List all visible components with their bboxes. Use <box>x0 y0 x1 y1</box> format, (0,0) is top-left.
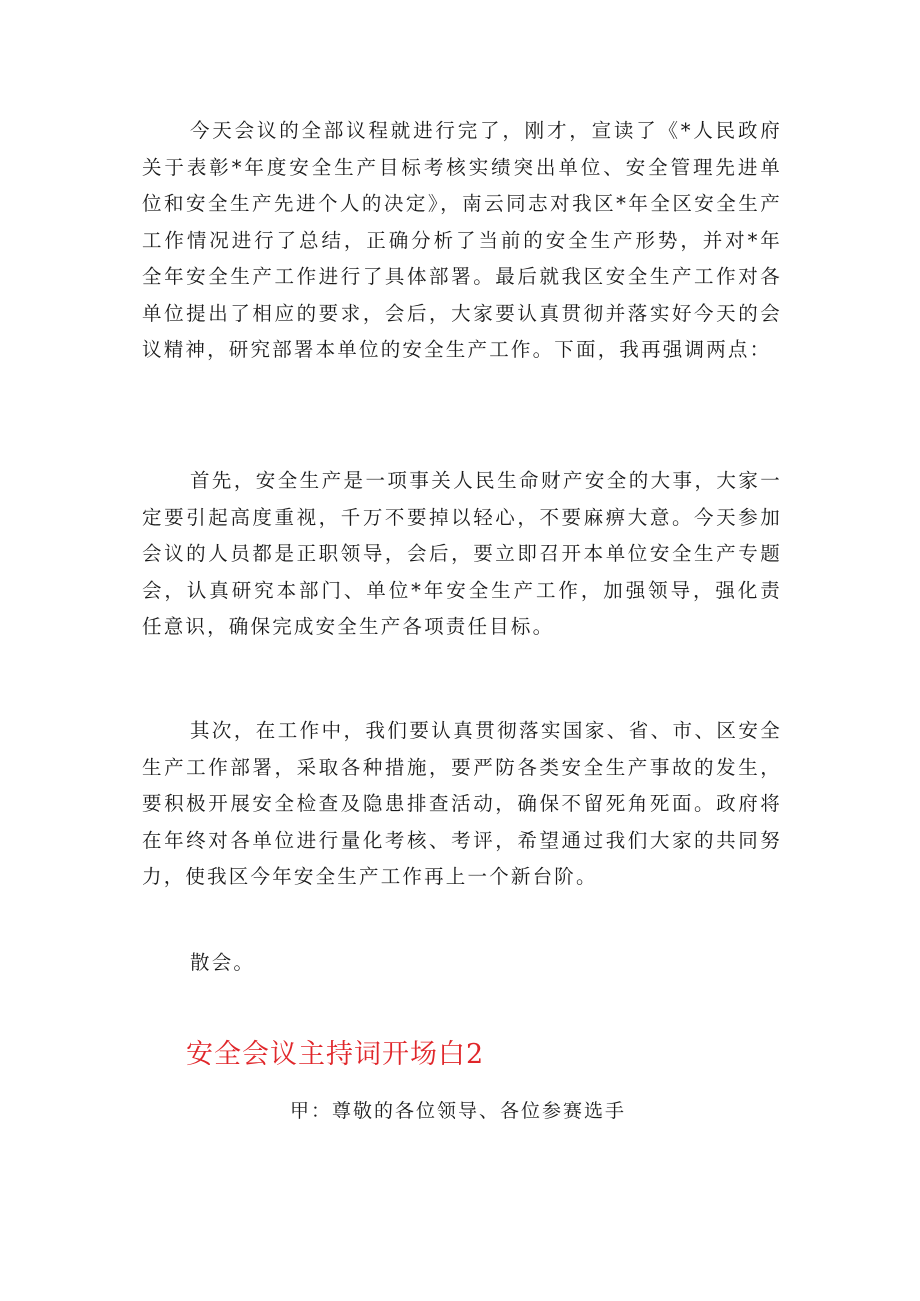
paragraph-second-point: 其次，在工作中，我们要认真贯彻落实国家、省、市、区安全生产工作部署，采取各种措施，要严防各类安全生产事故的发生，要积极开展安全检查及隐患排查活动，确保不留死角死面。政府将在年终对各单位进行量化考核、考评，希望通过我们大家的共同努力，使我区今年安全生产工作再上一个新台阶。 <box>142 719 782 888</box>
paragraph-adjourn: 散会。 <box>190 951 256 974</box>
paragraph-first-point: 首先，安全生产是一项事关人民生命财产安全的大事，大家一定要引起高度重视，千万不要掉以轻心，不要麻痹大意。今天参加会议的人员都是正职领导，会后，要立即召开本单位安全生产专题会，认真研究本部门、单位*年安全生产工作，加强领导，强化责任意识，确保完成安全生产各项责任目标。 <box>142 469 782 638</box>
section-heading: 安全会议主持词开场白2 <box>186 1039 485 1070</box>
opening-line: 甲：尊敬的各位领导、各位参赛选手 <box>290 1100 627 1122</box>
paragraph-meeting-summary: 今天会议的全部议程就进行完了，刚才，宣读了《*人民政府关于表彰*年度安全生产目标考核实绩突出单位、安全管理先进单位和安全生产先进个人的决定》，南云同志对我区*年全区安全生产工作情况进行了总结，正确分析了当前的安全生产形势，并对*年全年安全生产工作进行了具体部署。最后就我区安全生产工作对各单位提出了相应的要求，会后，大家要认真贯彻并落实好今天的会议精神，研究部署本单位的安全生产工作。下面，我再强调两点： <box>142 119 782 361</box>
